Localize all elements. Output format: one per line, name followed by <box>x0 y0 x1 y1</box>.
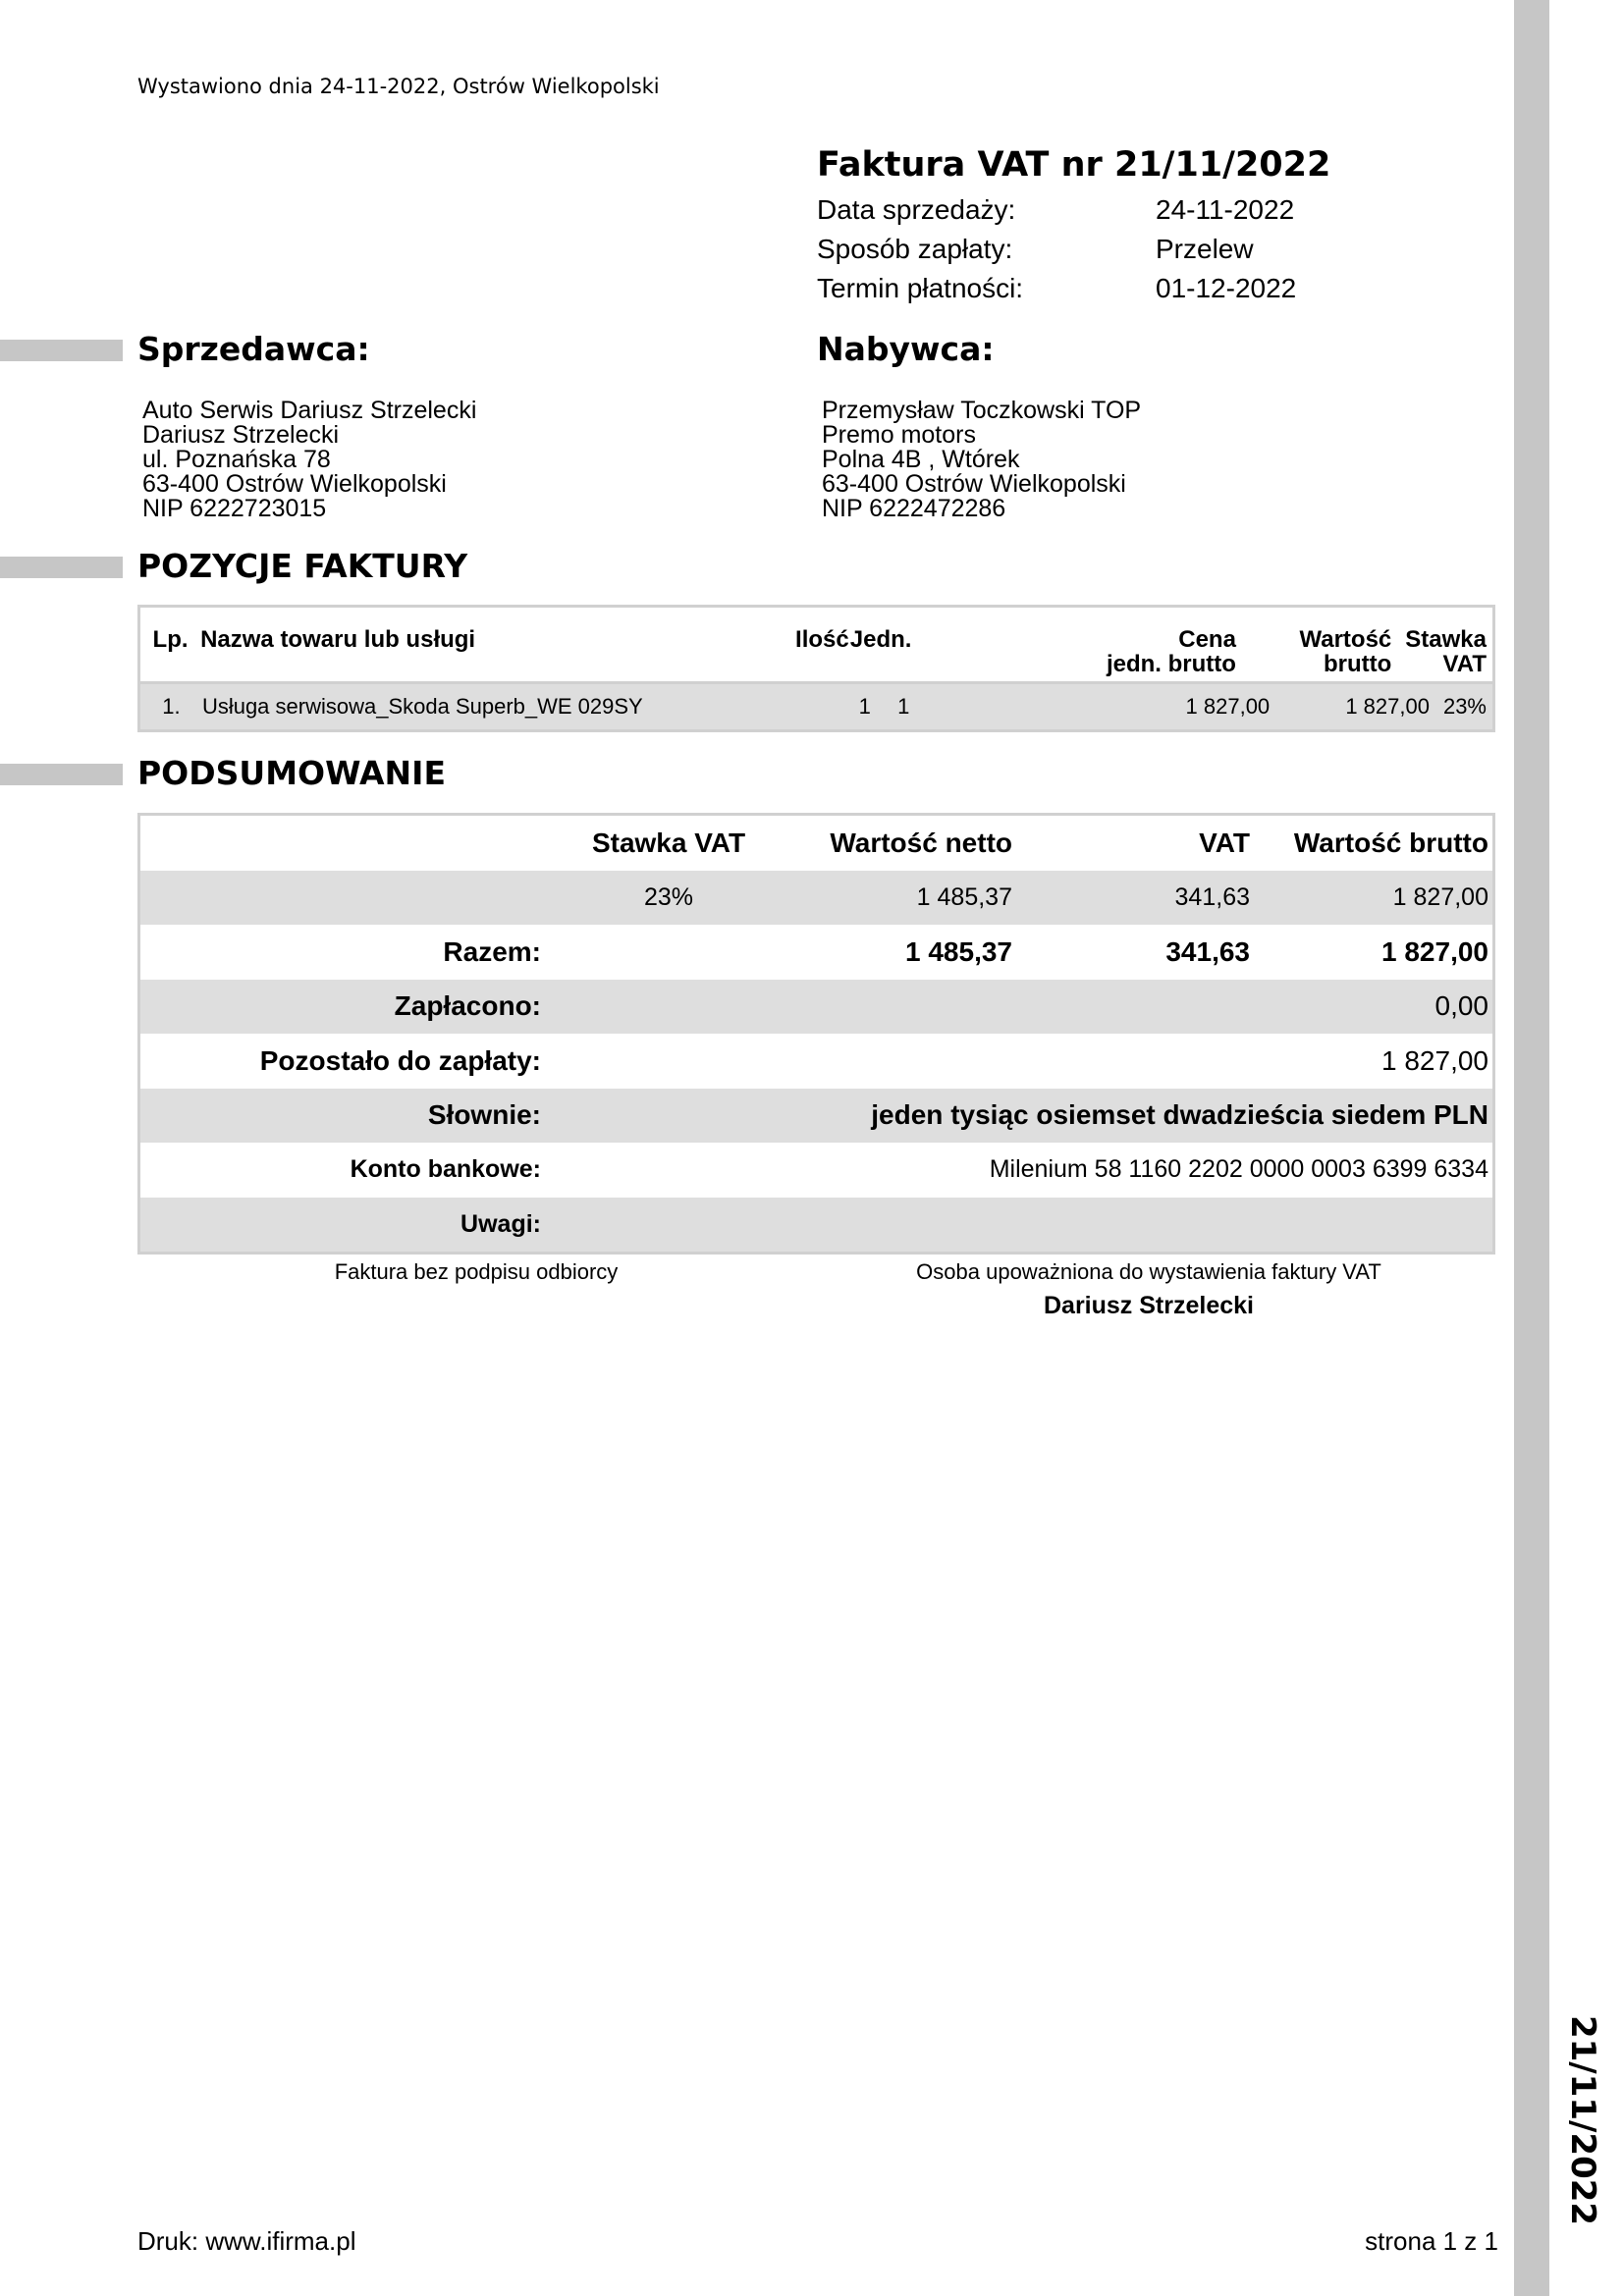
summary-notes-row <box>140 1198 1492 1253</box>
cell-name: Usługa serwisowa_Skoda Superb_WE 029SY <box>201 694 643 719</box>
buyer-line: Polna 4B , Wtórek <box>822 446 1020 473</box>
sum-brutto: 1 827,00 <box>1392 882 1488 911</box>
seller-details <box>142 399 476 521</box>
summary-words-row <box>140 1089 1492 1144</box>
col-rate-line1: Stawka <box>1405 626 1487 653</box>
col-value-line1: Wartość <box>1299 626 1392 653</box>
bank-label: Konto bankowe: <box>350 1155 541 1184</box>
issuer-signature-label: Osoba upoważniona do wystawienia faktury VAT <box>916 1259 1381 1284</box>
summary-table <box>137 813 1495 1255</box>
bank-value: Milenium 58 1160 2202 0000 0003 6399 6334 <box>989 1155 1488 1184</box>
col-name: Nazwa towaru lub usługi <box>200 626 476 653</box>
table-row <box>140 684 1492 729</box>
col-unit: Jedn. <box>849 626 912 653</box>
issuer-name: Dariusz Strzelecki <box>1044 1292 1254 1319</box>
remaining-label: Pozostało do zapłaty: <box>259 1044 541 1076</box>
words-value: jeden tysiąc osiemset dwadzieścia siedem PLN <box>871 1099 1488 1131</box>
meta-label: Sposób zapłaty: <box>817 234 1013 264</box>
col-price-line1: Cena <box>1178 626 1236 653</box>
paid-value: 0,00 <box>1434 990 1488 1022</box>
summary-rate-row <box>140 871 1492 926</box>
buyer-details <box>822 399 1141 521</box>
side-decor-bar <box>1514 0 1549 2296</box>
total-netto: 1 485,37 <box>905 935 1012 967</box>
sum-col-netto: Wartość netto <box>830 827 1012 858</box>
meta-value: 24-11-2022 <box>1156 194 1295 225</box>
issued-line: Wystawiono dnia 24-11-2022, Ostrów Wielkopolski <box>137 75 660 98</box>
meta-value: Przelew <box>1156 234 1254 264</box>
items-table <box>137 605 1495 732</box>
seller-line: ul. Poznańska 78 <box>142 446 331 473</box>
col-value-line2: brutto <box>1323 651 1392 677</box>
col-rate <box>1405 627 1492 681</box>
items-header-row <box>140 608 1492 684</box>
sum-col-brutto: Wartość brutto <box>1293 827 1488 858</box>
side-invoice-number-text: 21/11/2022 <box>1563 2014 1602 2226</box>
sum-col-rate: Stawka VAT <box>591 827 746 858</box>
summary-total-row <box>140 925 1492 980</box>
recipient-signature-note: Faktura bez podpisu odbiorcy <box>334 1259 619 1284</box>
print-source: Druk: www.ifirma.pl <box>137 2226 356 2256</box>
cell-value: 1 827,00 <box>1345 694 1430 719</box>
sum-rate: 23% <box>643 882 694 911</box>
col-value <box>1250 627 1405 681</box>
summary-paid-row <box>140 980 1492 1035</box>
words-label: Słownie: <box>427 1099 541 1131</box>
col-price <box>913 627 1250 681</box>
sum-col-vat: VAT <box>1199 827 1250 858</box>
cell-price: 1 827,00 <box>1185 694 1271 719</box>
summary-section-bar <box>0 764 123 785</box>
notes-label: Uwagi: <box>460 1209 541 1238</box>
meta-label: Termin płatności: <box>817 273 1024 303</box>
items-heading: POZYCJE FAKTURY <box>137 547 468 585</box>
meta-due-date <box>817 269 1296 308</box>
page-number: strona 1 z 1 <box>1365 2226 1498 2256</box>
paid-label: Zapłacono: <box>394 990 541 1022</box>
meta-label: Data sprzedaży: <box>817 194 1016 225</box>
total-brutto: 1 827,00 <box>1381 935 1488 967</box>
summary-bank-row <box>140 1143 1492 1198</box>
remaining-value: 1 827,00 <box>1381 1044 1488 1076</box>
meta-value: 01-12-2022 <box>1156 273 1297 303</box>
side-invoice-number <box>1553 2012 1612 2228</box>
invoice-meta <box>817 190 1296 308</box>
cell-rate: 23% <box>1442 694 1487 719</box>
buyer-line: Premo motors <box>822 421 976 449</box>
buyer-heading: Nabywca: <box>817 330 995 368</box>
seller-line: NIP 6222723015 <box>142 495 327 522</box>
total-vat: 341,63 <box>1165 935 1250 967</box>
invoice-title: Faktura VAT nr 21/11/2022 <box>817 145 1331 185</box>
buyer-line: 63-400 Ostrów Wielkopolski <box>822 470 1126 498</box>
meta-sale-date <box>817 190 1296 230</box>
meta-payment-method <box>817 230 1296 269</box>
col-qty: Ilość <box>795 626 849 653</box>
col-lp: Lp. <box>152 626 189 653</box>
cell-unit: 1 <box>897 694 910 719</box>
sum-netto: 1 485,37 <box>916 882 1012 911</box>
sum-vat: 341,63 <box>1174 882 1250 911</box>
cell-lp: 1. <box>162 694 181 719</box>
col-price-line2: jedn. brutto <box>1106 651 1236 677</box>
seller-section-bar <box>0 340 123 361</box>
seller-line: 63-400 Ostrów Wielkopolski <box>142 470 447 498</box>
summary-header-row <box>140 816 1492 871</box>
total-label: Razem: <box>443 935 541 967</box>
buyer-line: NIP 6222472286 <box>822 495 1006 522</box>
cell-qty: 1 <box>858 694 871 719</box>
seller-line: Dariusz Strzelecki <box>142 421 340 449</box>
summary-heading: PODSUMOWANIE <box>137 754 446 792</box>
items-section-bar <box>0 557 123 578</box>
summary-remaining-row <box>140 1034 1492 1089</box>
buyer-line: Przemysław Toczkowski TOP <box>822 397 1142 424</box>
col-rate-line2: VAT <box>1442 651 1487 677</box>
seller-heading: Sprzedawca: <box>137 330 370 368</box>
seller-line: Auto Serwis Dariusz Strzelecki <box>142 397 477 424</box>
